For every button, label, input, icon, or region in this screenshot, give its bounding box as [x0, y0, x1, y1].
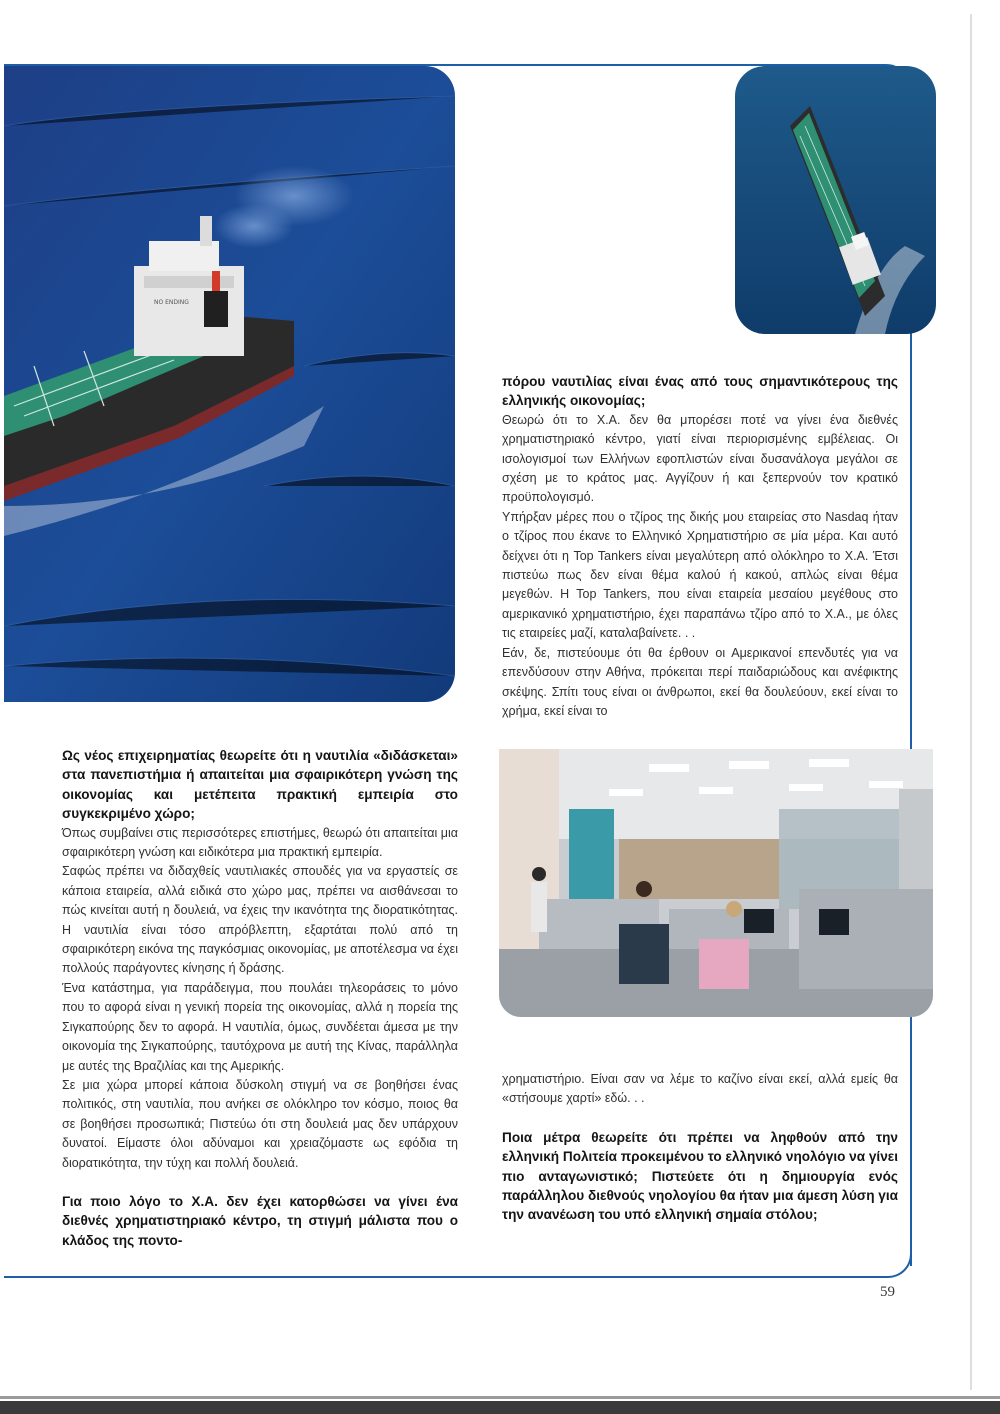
question-heading-continued: πόρου ναυτιλίας είναι ένας από τους σημαντικότερους της ελληνικής οικονομίας; [502, 374, 898, 409]
answer-paragraph: Όπως συμβαίνει στις περισσότερες επιστήμες, θεωρώ ότι απαιτείται μια σφαιρικότερη γνώση και ειδικότερα μια πρακτική εμπειρία. [62, 825, 458, 860]
page-number: 59 [880, 1284, 895, 1300]
tanker-aerial-photo [735, 66, 936, 334]
answer-paragraph: Θεωρώ ότι το Χ.Α. δεν θα μπορέσει ποτέ να γίνει ένα διεθνές χρηματιστηριακό κέντρο, γιατί είναι περιορισμένης εμβέλειας. Οι ισολογισμοί των Ελλήνων εφοπλιστών είναι δυσανάλογα μεγάλοι σε σχέση με το κράτος μας. Αγγίζουν ή και ξεπερνούν τον κρατικό προϋπολογισμό. [502, 412, 898, 505]
question-heading: Ποια μέτρα θεωρείτε ότι πρέπει να ληφθούν από την ελληνική Πολιτεία προκειμένου το ελληνικό νηολόγιο να γίνει πιο ανταγωνιστικό; Πιστεύετε ότι η δημιουργία ενός παράλληλου διεθνούς νηολογίου θα ήταν μια άμεση λύση για την ανανέωση του υπό ελληνική σημαία στόλου; [502, 1129, 898, 1223]
frame-border-bottom [4, 1252, 912, 1278]
question-heading: Ως νέος επιχειρηματίας θεωρείτε ότι η ναυτιλία «διδάσκεται» στα πανεπιστήμια ή απαιτείται μια σφαιρικότερη γνώση της οικονομίας και μετέπειτα πρακτική εμπειρία στο συγκεκριμένο χώρο; [62, 748, 458, 822]
answer-paragraph: Σε μια χώρα μπορεί κάποια δύσκολη στιγμή να σε βοηθήσει ένας πολιτικός, στη ναυτιλία, που ανήκει σε ολόκληρο τον κόσμο, ποιος θα σε βοηθήσει προσωπικά; Πιστεύω ότι στη δουλειά μας δεν υπάρχουν δυνατοί. Είμαστε όλοι αδύναμοι και χρειαζόμαστε ως εφόδια τη διορατικότητα, την τύχη και πολλή δουλειά. [62, 1077, 458, 1170]
answer-paragraph: Εάν, δε, πιστεύουμε ότι θα έρθουν οι Αμερικανοί επενδυτές για να επενδύσουν στην Αθήνα, πρόκειται περί παιδαριώδους και ανέφικτης σκέψης. Σπίτι τους είναι οι άνθρωποι, εκεί θα δουλεύουν, εκεί είναι το χρήμα, εκεί είναι το [502, 645, 898, 718]
article-column-right-lower [502, 1070, 898, 1225]
answer-paragraph: Ένα κατάστημα, για παράδειγμα, που πουλάει τηλεοράσεις το μόνο που το αφορά είναι η γενική πορεία της οικονομίας, αλλά η πορεία της Σιγκαπούρης δεν το αφορά. Η ναυτιλία, όμως, συνδέεται άμεσα με την οικονομία της Σιγκαπούρης, ταυτόχρονα με αυτή της Κίνας, παράλληλα με αυτές της Βραζιλίας και της Αμερικής. [62, 980, 458, 1073]
answer-paragraph: Υπήρξαν μέρες που ο τζίρος της δικής μου εταιρείας στο Nasdaq ήταν ο τζίρος που έκανε το Ελληνικό Χρηματιστήριο σε μία μέρα. Και αυτό δείχνει ότι η Top Tankers είναι μεγαλύτερη από ολόκληρο το Χ.Α. Έτσι πιστεύω πως δεν είναι θέμα καλού ή κακού, απλώς είναι θέμα μεγεθών. Η Top Tankers, που είναι εταιρεία μεσαίου μεγέθους στο αμερικανικό χρηματιστήριο, έχει παραπάνω τζίρο από το Χ.Α., με όλες τις εταιρείες μαζί, καταλαβαίνετε. . . [502, 509, 898, 641]
answer-paragraph: Σαφώς πρέπει να διδαχθείς ναυτιλιακές σπουδές για να εργαστείς σε κάποια εταιρεία, αλλά ειδικά στο χώρο μας, πρέπει να αισθάνεσαι το πώς κινείται αυτή η δουλειά, να έχεις την ικανότητα της διορατικότητας. Η ναυτιλία είναι τόσο απρόβλεπτη, εξαρτάται πολύ από τη σφαιρικότερη εικόνα της παγκόσμιας οικονομίας, με αποτέλεσμα να έχει πολλούς παράγοντες κίνησης ή δράσης. [62, 864, 458, 976]
article-column-right-upper [502, 372, 898, 721]
article-column-left [62, 746, 458, 1250]
office-photo [499, 749, 933, 1017]
scan-edge-line [0, 1396, 1000, 1399]
svg-text:NO ENDING: NO ENDING [154, 299, 189, 306]
scan-bottom-bar [0, 1401, 1000, 1414]
tanker-ship-photo [4, 66, 455, 702]
page-edge [970, 14, 972, 1390]
question-heading: Για ποιο λόγο το Χ.Α. δεν έχει κατορθώσει να γίνει ένα διεθνές χρηματιστηριακό κέντρο, τη στιγμή μάλιστα που ο κλάδος της ποντο- [62, 1193, 458, 1248]
answer-paragraph: χρηματιστήριο. Είναι σαν να λέμε το καζίνο είναι εκεί, αλλά εμείς θα «στήσουμε χαρτί» εδώ. . . [502, 1072, 898, 1106]
